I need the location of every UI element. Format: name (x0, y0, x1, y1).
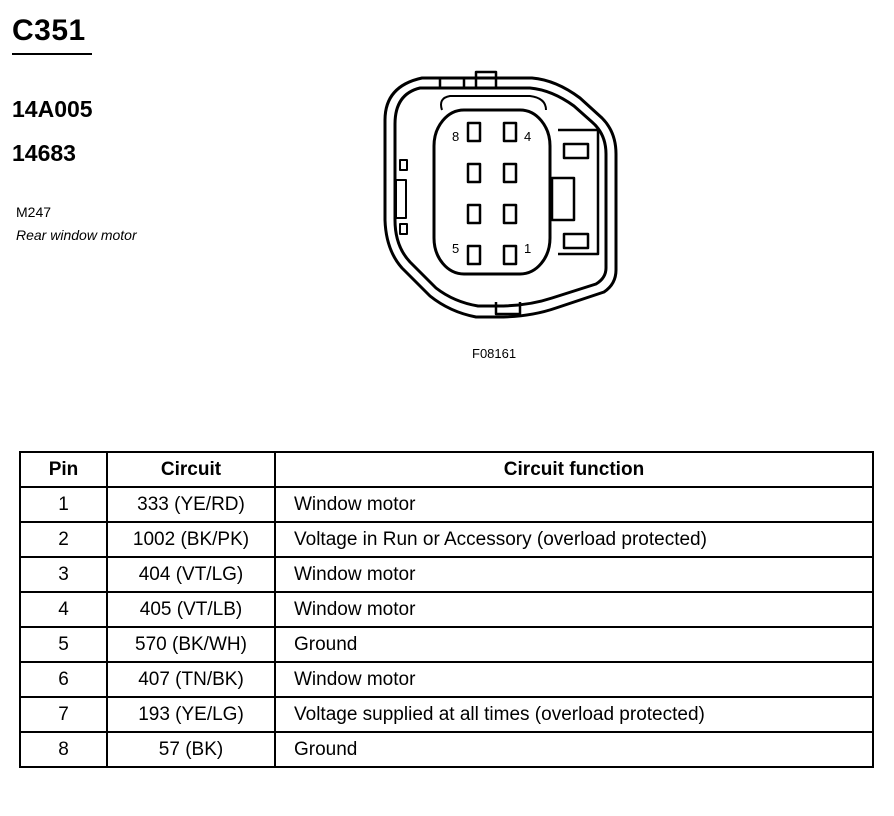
circuit-cell: 405 (VT/LB) (107, 592, 275, 627)
pin-6 (468, 205, 480, 223)
circuit-cell: 407 (TN/BK) (107, 662, 275, 697)
function-cell: Voltage supplied at all times (overload protected) (275, 697, 873, 732)
circuit-cell: 333 (YE/RD) (107, 487, 275, 522)
table-row (20, 522, 873, 557)
table-row (20, 592, 873, 627)
circuit-cell: 57 (BK) (107, 732, 275, 767)
part-number-2: 14683 (12, 140, 76, 166)
pin-cell: 5 (20, 627, 107, 662)
pin-1 (504, 246, 516, 264)
pin-cell: 6 (20, 662, 107, 697)
pin-cell: 8 (20, 732, 107, 767)
function-cell: Window motor (275, 592, 873, 627)
table-row (20, 697, 873, 732)
circuit-cell: 193 (YE/LG) (107, 697, 275, 732)
function-cell: Ground (275, 627, 873, 662)
function-cell: Window motor (275, 557, 873, 592)
function-cell: Window motor (275, 662, 873, 697)
pin-cell: 3 (20, 557, 107, 592)
figure-code: F08161 (472, 346, 517, 361)
part-number-1: 14A005 (12, 96, 93, 122)
pin-label-8: 8 (452, 129, 460, 144)
pin-8 (468, 123, 480, 141)
pin-label-5: 5 (452, 241, 460, 256)
connector-title: C351 (12, 14, 86, 47)
function-cell: Voltage in Run or Accessory (overload protected) (275, 522, 873, 557)
header-circuit: Circuit (107, 452, 275, 487)
pin-7 (468, 164, 480, 182)
table-row (20, 627, 873, 662)
table-row (20, 732, 873, 767)
title-underline (12, 53, 92, 55)
pin-cell: 7 (20, 697, 107, 732)
pin-5 (468, 246, 480, 264)
table-header-row (20, 452, 873, 487)
pin-cell: 4 (20, 592, 107, 627)
connector-diagram (380, 70, 620, 320)
circuit-cell: 404 (VT/LG) (107, 557, 275, 592)
pin-label-4: 4 (524, 129, 532, 144)
circuit-cell: 570 (BK/WH) (107, 627, 275, 662)
pin-3 (504, 164, 516, 182)
table-row (20, 662, 873, 697)
header-circuit-function: Circuit function (275, 452, 873, 487)
pin-label-1: 1 (524, 241, 532, 256)
pin-4 (504, 123, 516, 141)
function-cell: Window motor (275, 487, 873, 522)
pin-cell: 1 (20, 487, 107, 522)
pin-cell: 2 (20, 522, 107, 557)
table-row (20, 557, 873, 592)
component-id: M247 (16, 204, 52, 220)
pin-2 (504, 205, 516, 223)
table-row (20, 487, 873, 522)
header-pin: Pin (20, 452, 107, 487)
circuit-cell: 1002 (BK/PK) (107, 522, 275, 557)
function-cell: Ground (275, 732, 873, 767)
component-description: Rear window motor (16, 227, 137, 243)
pinout-table (19, 451, 874, 768)
